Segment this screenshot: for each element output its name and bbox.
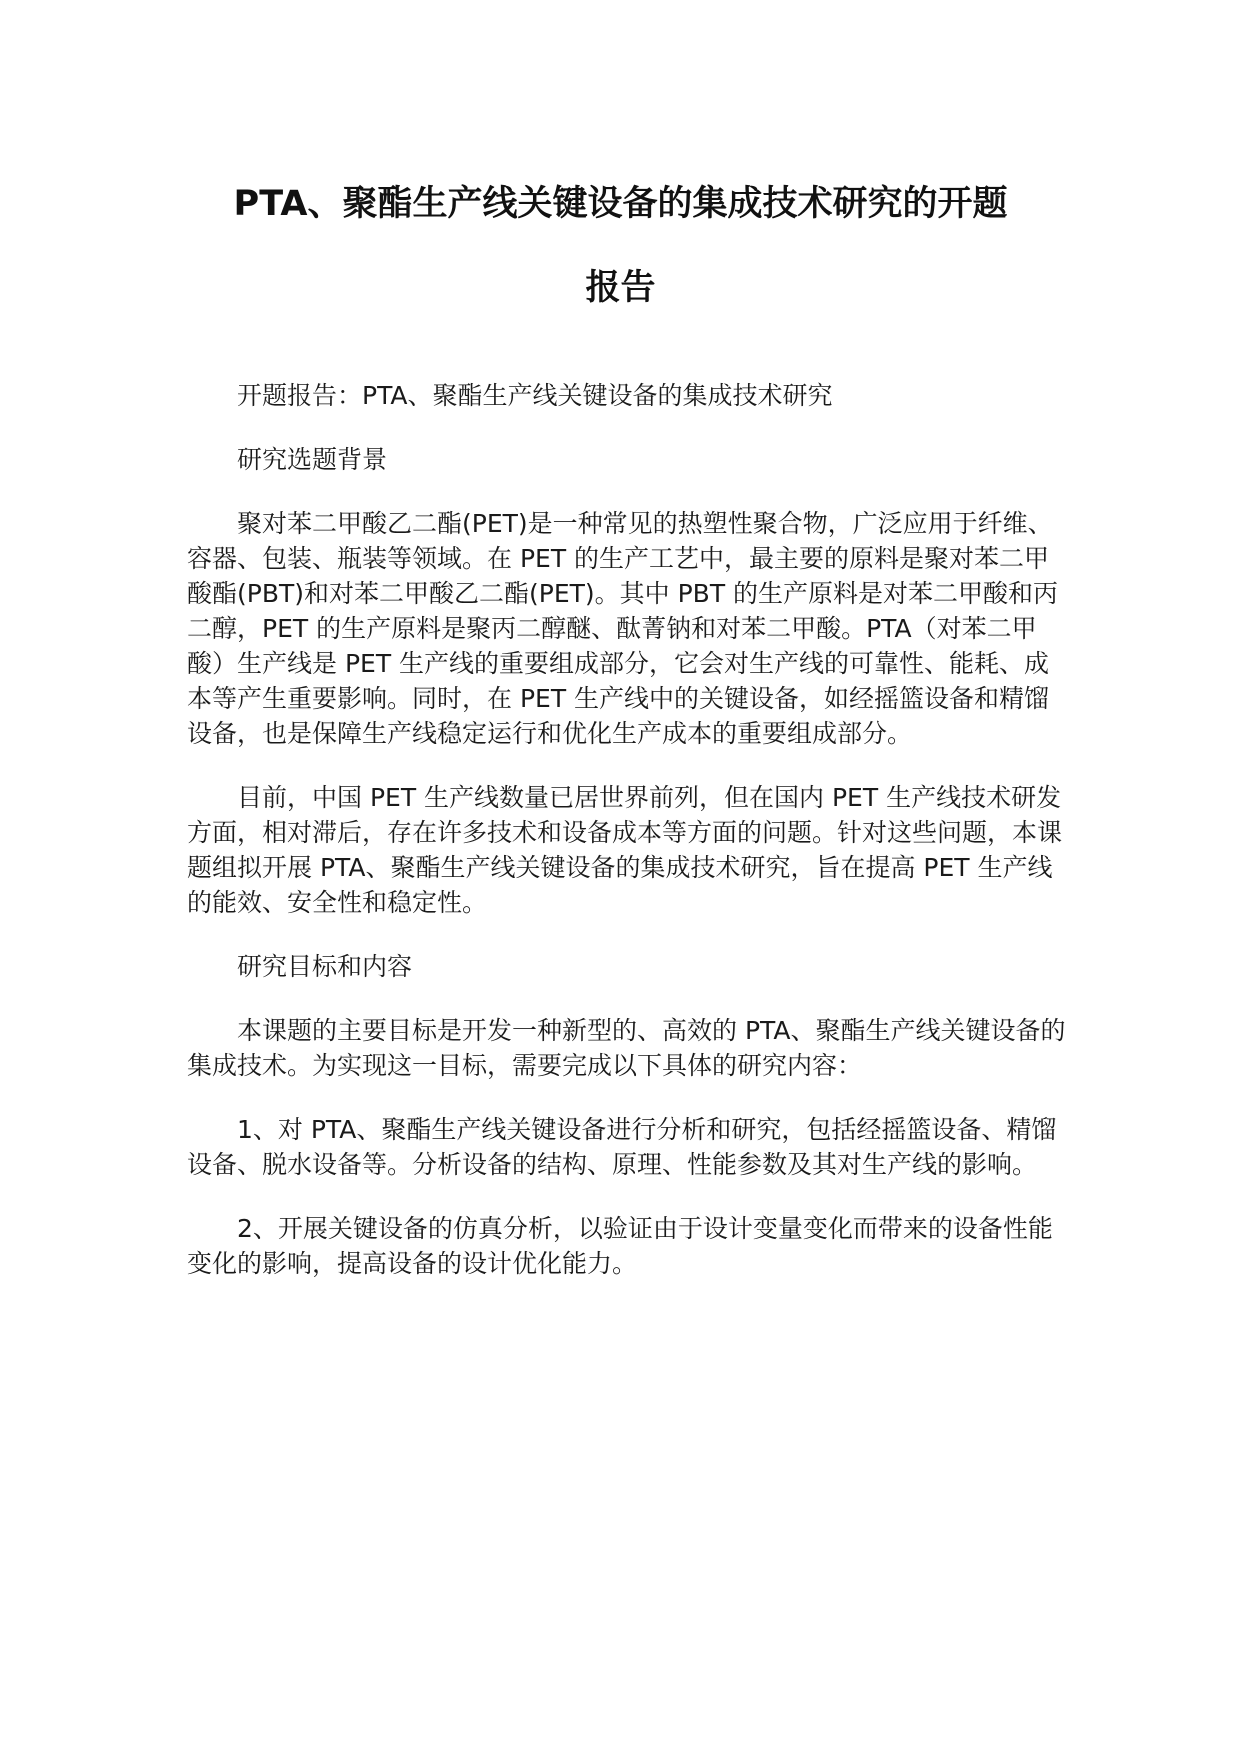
- document-body: [187, 378, 1067, 1310]
- section-heading-background: 研究选题背景: [237, 445, 388, 474]
- background-paragraph-1: 聚对苯二甲酸乙二酯(PET)是一种常见的热塑性聚合物，广泛应用于纤维、容器、包装、瓶装等领域。在 PET 的生产工艺中，最主要的原料是聚对苯二甲酸酯(PBT)和对苯二甲酸乙二酯(PET)。其中 PBT 的生产原料是对苯二甲酸和丙二醇，PET 的生产原料是聚丙二醇醚、酞菁钠和对苯二甲酸。PTA（对苯二甲酸）生产线是 PET 生产线的重要组成部分，它会对生产线的可靠性、能耗、成本等产生重要影响。同时，在 PET 生产线中的关键设备，如经摇篮设备和精馏设备，也是保障生产线稳定运行和优化生产成本的重要组成部分。: [187, 509, 1059, 748]
- content-item-2: 2、开展关键设备的仿真分析，以验证由于设计变量变化而带来的设备性能变化的影响，提高设备的设计优化能力。: [187, 1214, 1053, 1278]
- background-paragraph-2: 目前，中国 PET 生产线数量已居世界前列，但在国内 PET 生产线技术研发方面，相对滞后，存在许多技术和设备成本等方面的问题。针对这些问题，本课题组拟开展 PTA、聚酯生产线关键设备的集成技术研究，旨在提高 PET 生产线的能效、安全性和稳定性。: [187, 783, 1063, 917]
- document-title-line-2: 报告: [585, 268, 656, 308]
- content-item-1: 1、对 PTA、聚酯生产线关键设备进行分析和研究，包括经摇篮设备、精馏设备、脱水设备等。分析设备的结构、原理、性能参数及其对生产线的影响。: [187, 1115, 1057, 1179]
- section-heading-goals: 研究目标和内容: [237, 952, 413, 981]
- report-subject-line: 开题报告：PTA、聚酯生产线关键设备的集成技术研究: [237, 381, 833, 410]
- document-title-line-1: PTA、聚酯生产线关键设备的集成技术研究的开题: [233, 184, 1008, 224]
- goals-paragraph: 本课题的主要目标是开发一种新型的、高效的 PTA、聚酯生产线关键设备的集成技术。为实现这一目标，需要完成以下具体的研究内容：: [187, 1016, 1066, 1080]
